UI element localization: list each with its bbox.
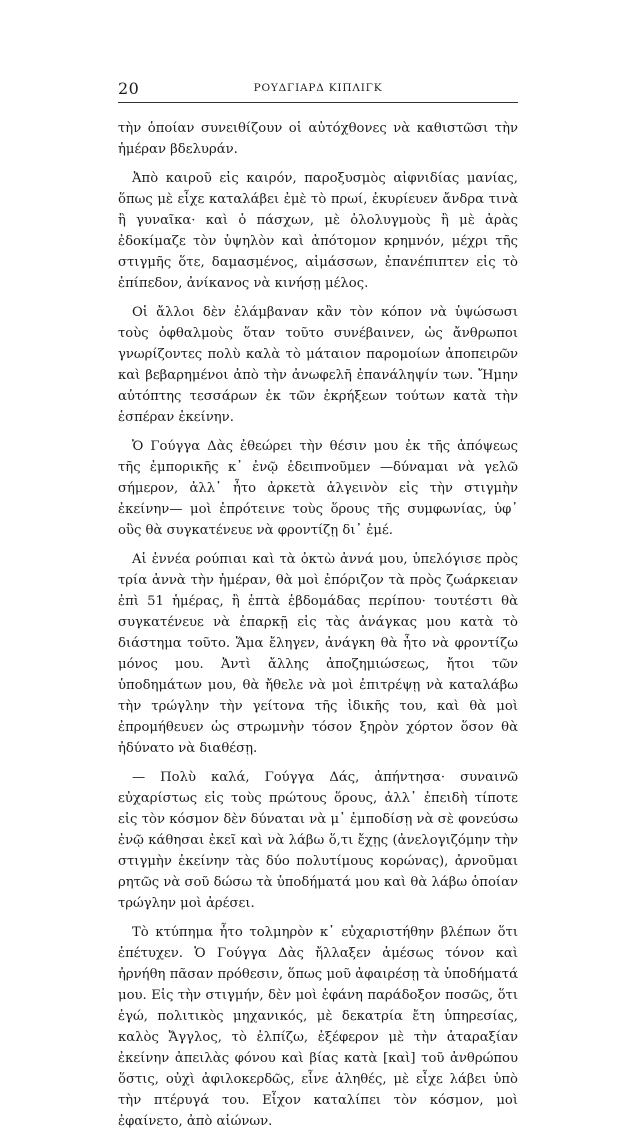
running-head: ΡΟΥΔΓΙΑΡΔ ΚΙΠΛΙΓΚ [253, 82, 383, 94]
body-text [118, 118, 518, 1140]
paragraph: — Πολὺ καλά, Γούγγα Δάς, ἀπήντησα· συναινῶ εὐχαρίστως εἰς τοὺς πρώτους ὅρους, ἀλλ᾽ ἐπειδὴ τίποτε εἰς τὸν κόσμον δὲν δύναται νὰ μ᾽ ἐμποδίσῃ νὰ σὲ φονεύσω ἐνῷ κάθησαι ἐκεῖ καὶ νὰ λάβω ὅ,τι ἔχῃς (ἀνελογιζόμην τὴν στιγμὴν ἐκείνην τὰς δύο πολυτίμους κορώνας), ἀρνοῦμαι ρητῶς νὰ σοῦ δώσω τὰ ὑποδήματά μου καὶ θὰ λάβω ὁποίαν τρώγλην μοὶ ἀρέσει. [118, 770, 518, 911]
paragraph: Τὸ κτύπημα ἦτο τολμηρὸν κ᾽ εὐχαριστήθην βλέπων ὅτι ἐπέτυχεν. Ὁ Γούγγα Δὰς ἤλλαξεν ἀμέσως τόνον καὶ ἠρνήθη πᾶσαν πρόθεσιν, ὅπως μοῦ ἀφαιρέσῃ τὰ ὑποδήματά μου. Εἰς τὴν στιγμήν, δὲν μοὶ ἐφάνη παράδοξον ποσῶς, ὅτι ἐγώ, πολιτικὸς μηχανικός, μὲ δεκατρία ἔτη ὑπηρεσίας, καλὸς Ἄγγλος, τὸ ἐλπίζω, ἐξέφερον μὲ τὴν ἀταραξίαν ἐκείνην ἀπειλὰς φόνου καὶ βίας κατὰ [καὶ] τοῦ ἀνθρώπου ὅστις, οὐχὶ ἀφιλοκερδῶς, εἶνε ἀληθές, μὲ εἶχε λάβει ὑπὸ τὴν πτέρυγά του. Εἶχον καταλίπει τὸν κόσμον, μοὶ ἐφαίνετο, ἀπὸ αἰώνων. [118, 925, 518, 1129]
paragraph: τὴν ὁποίαν συνειθίζουν οἱ αὐτόχθονες νὰ καθιστῶσι τὴν ἡμέραν βδελυράν. [118, 121, 518, 157]
header-rule [118, 102, 518, 103]
page-number: 20 [118, 79, 140, 98]
paragraph: Ἀπὸ καιροῦ εἰς καιρόν, παροξυσμὸς αἰφνιδίας μανίας, ὅπως μὲ εἶχε καταλάβει ἐμὲ τὸ πρωί, ἐκυρίευεν ἄνδρα τινὰ ἢ γυναῖκα· καὶ ὁ πάσχων, μὲ ὀλολυγμοὺς ἢ μὲ ἀρὰς ἐδοκίμαζε τὸν ὑψηλὸν καὶ ἀπότομον κρημνόν, μέχρι τῆς στιγμῆς ὅτε, δαμασμένος, αἱμάσσων, ἐπανέπιπτεν εἰς τὸ ἐπίπεδον, ἀνίκανος νὰ κινήσῃ μέλος. [118, 171, 518, 291]
paragraph: Αἱ ἐννέα ρούπιαι καὶ τὰ ὀκτὼ ἀννά μου, ὑπελόγισε πρὸς τρία ἀννὰ τὴν ἡμέραν, θὰ μοὶ ἐπόριζον τὰ πρὸς ζωάρκειαν ἐπὶ 51 ἡμέρας, ἢ ἑπτὰ ἑβδομάδας περίπου· τουτέστι θὰ συγκατένευε νὰ ἐπαρκῇ εἰς τὰς ἀνάγκας μου κατὰ τὸ διάστημα τοῦτο. Ἅμα ἔληγεν, ἀνάγκη θὰ ἦτο νὰ φροντίζω μόνος μου. Ἀντὶ ἄλλης ἀποζημιώσεως, ἤτοι τῶν ὑποδημάτων μου, θὰ ἤθελε νὰ μοὶ ἐπιτρέψῃ νὰ καταλάβω τὴν τρώγλην τὴν γείτονα τῆς ἰδικῆς του, καὶ θὰ μοὶ ἐπρομήθευεν ὡς στρωμνὴν τόσον ξηρὸν χόρτον ὅσον θὰ ἠδύνατο νὰ διαθέσῃ. [118, 552, 518, 756]
paragraph: Οἱ ἄλλοι δὲν ἐλάμβαναν κἂν τὸν κόπον νὰ ὑψώσωσι τοὺς ὀφθαλμοὺς ὅταν τοῦτο συνέβαινεν, ὡς ἄνθρωποι γνωρίζοντες πολὺ καλὰ τὸ μάταιον παρομοίων ἀποπειρῶν καὶ βεβαρημένοι ἀπὸ τὴν ἀνωφελῆ ἐπανάληψίν των. Ἤμην αὐτόπτης τεσσάρων ἐκ τῶν ἐκρήξεων τούτων κατὰ τὴν ἑσπέραν ἐκείνην. [118, 305, 518, 425]
paragraph: Ὁ Γούγγα Δὰς ἐθεώρει τὴν θέσιν μου ἐκ τῆς ἀπόψεως τῆς ἐμπορικῆς κ᾽ ἐνῷ ἐδειπνοῦμεν —δύναμαι νὰ γελῶ σήμερον, ἀλλ᾽ ἦτο ἀρκετὰ ἀλγεινὸν εἰς τὴν στιγμὴν ἐκείνην— μοὶ ἐπρότεινε τοὺς ὅρους τῆς συμφωνίας, ὑφ᾽ οὓς θὰ συγκατένευε νὰ φροντίζῃ δι᾽ ἐμέ. [118, 439, 518, 538]
page-header [118, 79, 518, 101]
